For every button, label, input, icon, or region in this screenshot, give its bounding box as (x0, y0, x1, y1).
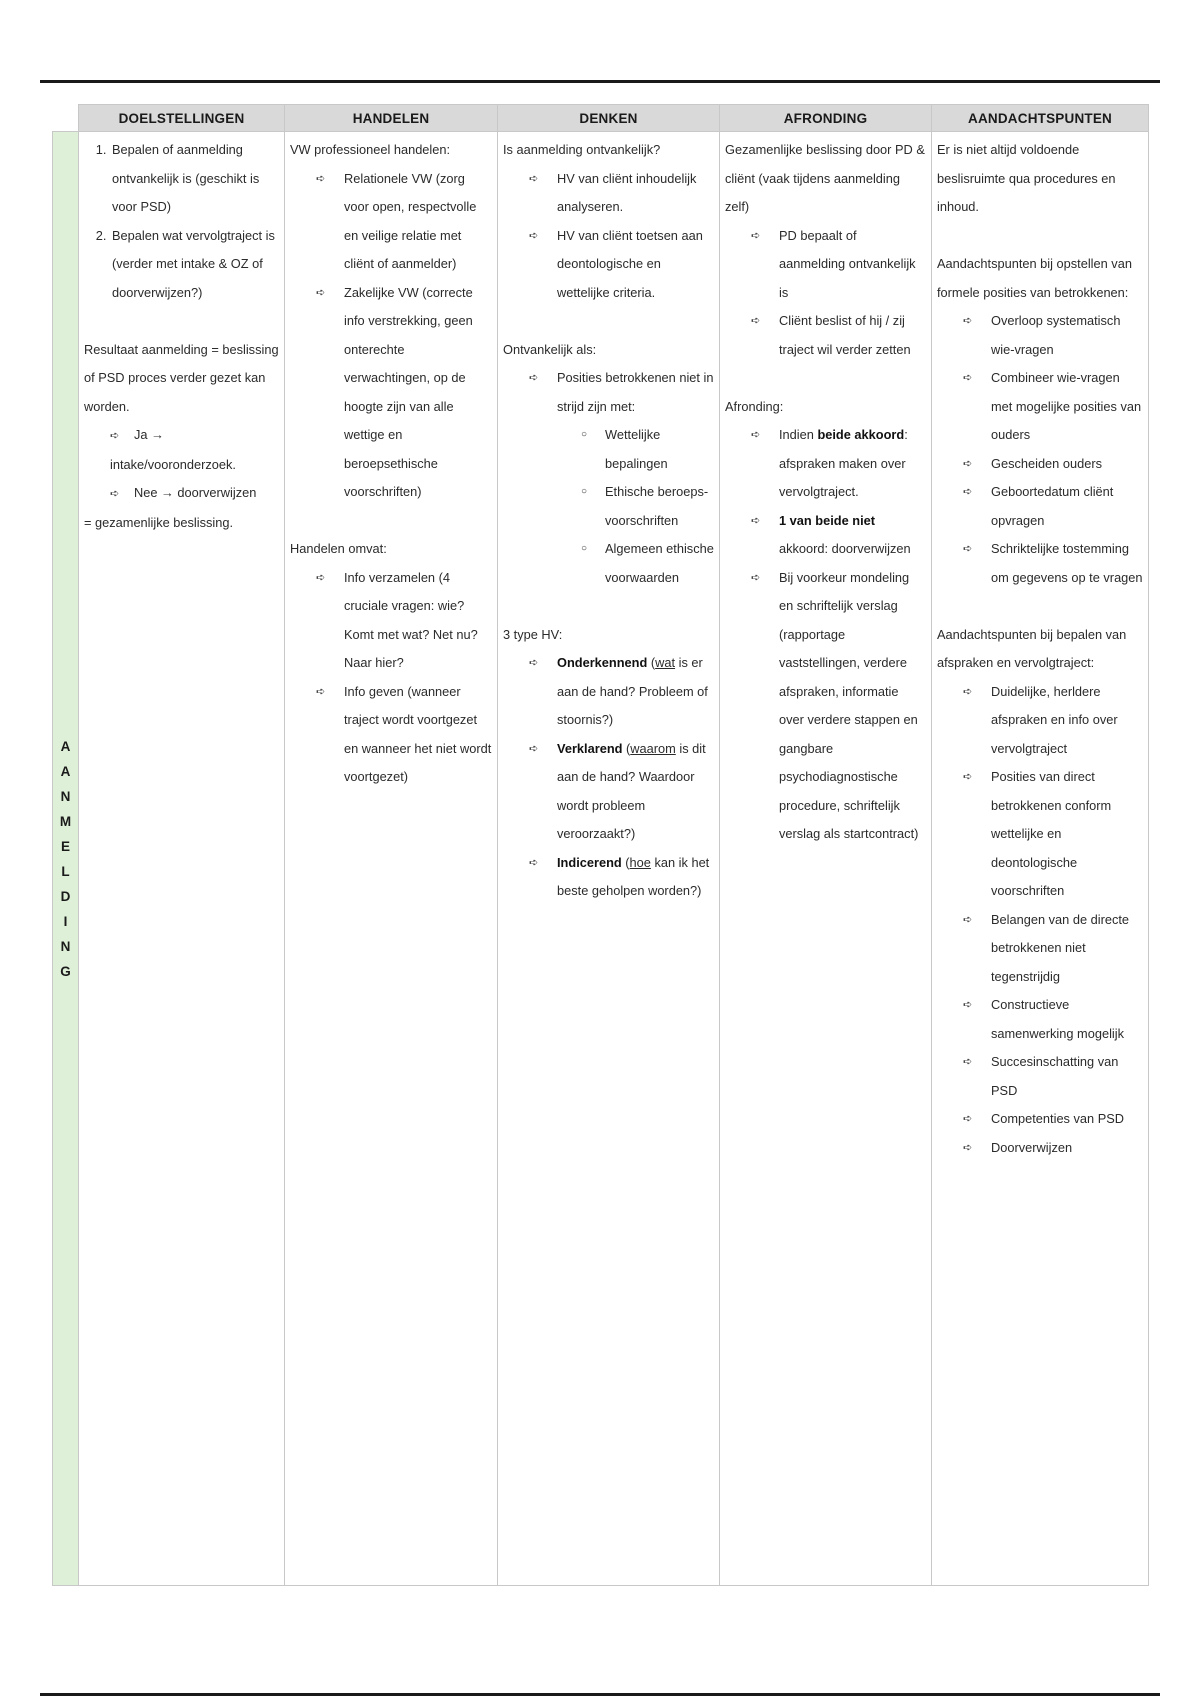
list-item: ○ Ethische beroeps-voorschriften (503, 478, 714, 535)
list-item: ➪ Gescheiden ouders (937, 450, 1143, 479)
arrow-icon: ➪ (751, 315, 761, 327)
list-item: ➪ Overloop systematisch wie-vragen (937, 307, 1143, 364)
list-item: ➪ Posities betrokkenen niet in strijd zijn met: (503, 364, 714, 421)
list-item: ➪ Cliënt beslist of hij / zij traject wil verder zetten (725, 307, 926, 364)
list-item: ➪ 1 van beide niet akkoord: doorverwijzen (725, 507, 926, 564)
denken-ontv-list (503, 364, 714, 421)
header-aandachtspunten: AANDACHTSPUNTEN (932, 105, 1149, 132)
aandacht-a-label: Aandachtspunten bij opstellen van formele posities van betrokkenen: (937, 256, 1132, 300)
cell-doelstellingen (79, 132, 285, 1586)
arrow-icon: ➪ (963, 913, 973, 926)
list-item: ➪ Combineer wie-vragen met mogelijke posities van ouders (937, 364, 1143, 450)
handelen-intro: VW professioneel handelen: (290, 142, 451, 157)
arrow-icon: ➪ (110, 430, 120, 442)
arrow-icon: ➪ (963, 1141, 973, 1154)
doel-nee: ➪ Nee → doorverwijzen (84, 479, 279, 509)
arrow-icon: ➪ (963, 1056, 973, 1068)
bottom-rule (40, 1693, 1160, 1696)
circle-bullet-icon: ○ (581, 486, 588, 497)
denken-q-list (503, 165, 714, 308)
aandacht-b-label: Aandachtspunten bij bepalen van afspraken en vervolgtraject: (937, 626, 1127, 670)
list-item: ➪ Succesinschatting van PSD (937, 1048, 1143, 1105)
arrow-icon: ➪ (751, 514, 761, 527)
arrow-icon: ➪ (529, 742, 539, 755)
header-denken: DENKEN (498, 105, 720, 132)
list-item: ➪ Relationele VW (zorg voor open, respectvolle en veilige relatie met cliënt of aanmelder) (290, 165, 492, 279)
arrow-icon: ➪ (963, 315, 973, 327)
denken-question: Is aanmelding ontvankelijk? (503, 142, 661, 157)
list-item: ➪ Onderkennend (wat is er aan de hand? Probleem of stoornis?) (503, 649, 714, 735)
arrow-icon: ➪ (751, 571, 761, 584)
circle-bullet-icon: ○ (581, 429, 588, 440)
doel-gezamenlijk: = gezamenlijke beslissing. (84, 514, 234, 530)
denken-types-list (503, 649, 714, 906)
header-handelen: HANDELEN (285, 105, 498, 132)
list-item: ➪ Constructieve samenwerking mogelijk (937, 991, 1143, 1048)
top-rule (40, 80, 1160, 83)
arrow-icon: ➪ (316, 571, 326, 584)
list-item: ➪ Info geven (wanneer traject wordt voortgezet en wanneer het niet wordt voortgezet) (290, 678, 492, 792)
right-arrow-icon: → (151, 427, 164, 442)
arrow-icon: ➪ (316, 685, 326, 698)
arrow-icon: ➪ (963, 685, 973, 698)
afronding-list (725, 421, 926, 849)
list-item: ➪ Posities van direct betrokkenen conform wettelijke en deontologische voorschriften (937, 763, 1143, 906)
list-item: ➪ Duidelijke, herldere afspraken en info over vervolgtraject (937, 678, 1143, 764)
handelen-omvat: Handelen omvat: (290, 541, 387, 556)
cell-afronding (720, 132, 932, 1586)
list-item: ➪ HV van cliënt inhoudelijk analyseren. (503, 165, 714, 222)
doel-ja: ➪ Ja → intake/vooronderzoek. (84, 421, 279, 479)
side-label-aanmelding: A A N M E L D I N G (53, 132, 79, 1586)
aandacht-a-list (937, 307, 1143, 592)
denken-ontvankelijk: Ontvankelijk als: (503, 341, 597, 357)
doel-list (84, 136, 279, 307)
list-item: ○ Wettelijke bepalingen (503, 421, 714, 478)
list-item: ➪ Geboortedatum cliënt opvragen (937, 478, 1143, 535)
overview-table (52, 104, 1149, 1586)
header-afronding: AFRONDING (720, 105, 932, 132)
arrow-icon: ➪ (529, 372, 539, 384)
list-item: ➪ Doorverwijzen (937, 1134, 1143, 1163)
list-item: ➪ Belangen van de directe betrokkenen niet tegenstrijdig (937, 906, 1143, 992)
right-arrow-icon: → (161, 485, 174, 500)
arrow-icon: ➪ (529, 172, 539, 185)
afronding-label: Afronding: (725, 398, 784, 414)
aandacht-intro: Er is niet altijd voldoende beslisruimte qua procedures en inhoud. (937, 142, 1116, 214)
circle-bullet-icon: ○ (581, 543, 588, 554)
denken-ontv-sublist (503, 421, 714, 592)
arrow-icon: ➪ (963, 486, 973, 498)
list-item: ➪ PD bepaalt of aanmelding ontvankelijk is (725, 222, 926, 308)
list-item: ➪ Verklarend (waarom is dit aan de hand? Waardoor wordt probleem veroorzaakt?) (503, 735, 714, 849)
cell-aandachtspunten (932, 132, 1149, 1586)
arrow-icon: ➪ (529, 229, 539, 242)
list-item: ○ Algemeen ethische voorwaarden (503, 535, 714, 592)
handelen-vw-list (290, 165, 492, 507)
arrow-icon: ➪ (963, 999, 973, 1011)
arrow-icon: ➪ (963, 457, 973, 470)
arrow-icon: ➪ (110, 488, 120, 500)
doel-resultaat: Resultaat aanmelding = beslissing of PSD proces verder gezet kan worden. (84, 341, 279, 414)
list-item: ➪ Schriktelijke tostemming om gegevens op te vragen (937, 535, 1143, 592)
list-item: ➪ Info verzamelen (4 cruciale vragen: wie? Komt met wat? Net nu? Naar hier? (290, 564, 492, 678)
header-corner (53, 105, 79, 132)
afronding-intro-list (725, 222, 926, 365)
list-item: ➪ Indien beide akkoord: afspraken maken over vervolgtraject. (725, 421, 926, 507)
list-item: ➪ Competenties van PSD (937, 1105, 1143, 1134)
arrow-icon: ➪ (963, 372, 973, 384)
list-item: 2. Bepalen wat vervolgtraject is (verder met intake & OZ of doorverwijzen?) (110, 222, 279, 308)
arrow-icon: ➪ (963, 771, 973, 783)
arrow-icon: ➪ (751, 429, 761, 441)
arrow-icon: ➪ (963, 543, 973, 555)
arrow-icon: ➪ (316, 286, 326, 299)
header-row (53, 105, 1149, 132)
arrow-icon: ➪ (529, 856, 539, 869)
cell-handelen (285, 132, 498, 1586)
afronding-intro: Gezamenlijke beslissing door PD & cliënt (vaak tijdens aanmelding zelf) (725, 142, 925, 214)
list-item: ➪ Bij voorkeur mondeling en schriftelijk verslag (rapportage vaststellingen, verdere afspraken, informatie over verdere stappen en gangbare psychodiagnostische procedure, schriftelijk verslag als startcontract) (725, 564, 926, 849)
handelen-omvat-list (290, 564, 492, 792)
arrow-icon: ➪ (529, 657, 539, 669)
arrow-icon: ➪ (751, 229, 761, 242)
header-doelstellingen: DOELSTELLINGEN (79, 105, 285, 132)
list-item: 1. Bepalen of aanmelding ontvankelijk is (geschikt is voor PSD) (110, 136, 279, 222)
arrow-icon: ➪ (316, 172, 326, 185)
arrow-icon: ➪ (963, 1113, 973, 1125)
aanmelding-row (53, 132, 1149, 1586)
list-item: ➪ Indicerend (hoe kan ik het beste geholpen worden?) (503, 849, 714, 906)
denken-types: 3 type HV: (503, 626, 563, 642)
list-item: ➪ HV van cliënt toetsen aan deontologische en wettelijke criteria. (503, 222, 714, 308)
aandacht-b-list (937, 678, 1143, 1163)
list-item: ➪ Zakelijke VW (correcte info verstrekking, geen onterechte verwachtingen, op de hoogte zijn van alle wettige en beroepsethische voorschriften) (290, 279, 492, 507)
cell-denken (498, 132, 720, 1586)
